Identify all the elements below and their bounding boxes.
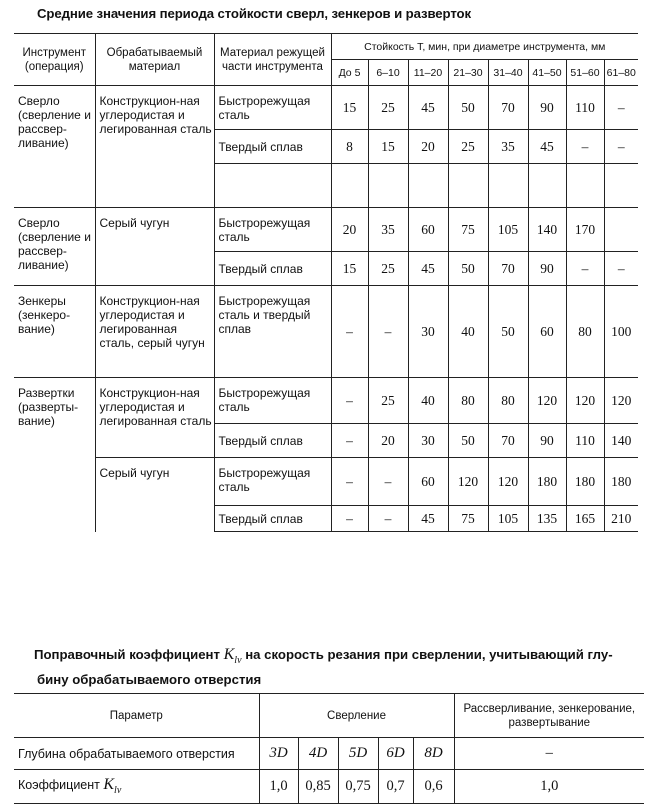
coef-cell: 0,6: [413, 770, 454, 804]
value-cell: 15: [368, 130, 408, 164]
value-cell: 75: [448, 208, 488, 252]
value-cell: –: [566, 130, 604, 164]
value-cell: 35: [488, 130, 528, 164]
header-stoikost: Стойкость T, мин, при диаметре инструмента, мм: [331, 34, 638, 60]
value-cell: 45: [408, 252, 448, 286]
k-subscript: lv: [234, 655, 242, 667]
empty-cell: [368, 164, 408, 208]
coef-cell: 0,7: [378, 770, 413, 804]
value-cell: 45: [408, 506, 448, 532]
header-drilling: Сверление: [259, 694, 454, 738]
value-cell: 140: [528, 208, 566, 252]
coef-cell: 0,85: [298, 770, 338, 804]
empty-cell: [331, 164, 368, 208]
table2-title-start: Поправочный коэффициент: [34, 647, 220, 662]
value-cell: –: [368, 506, 408, 532]
value-cell: 110: [566, 424, 604, 458]
value-cell: 105: [488, 506, 528, 532]
material-cell: Серый чугун: [95, 458, 214, 532]
value-cell: –: [368, 286, 408, 378]
cutting-cell: Быстрорежущая сталь: [214, 86, 331, 130]
value-cell: 105: [488, 208, 528, 252]
value-cell: –: [331, 506, 368, 532]
k-letter: K: [103, 776, 115, 794]
value-cell: 40: [408, 378, 448, 424]
value-cell: 50: [448, 86, 488, 130]
value-cell: 120: [488, 458, 528, 506]
table2-title-end: на скорость резания при сверлении, учитывающий глу-: [245, 647, 613, 662]
coef-other: 1,0: [454, 770, 644, 804]
value-cell: 25: [368, 378, 408, 424]
header-diameter: 61–80: [604, 60, 638, 86]
value-cell: 20: [408, 130, 448, 164]
instrument-cell: Зенкеры (зенкеро-вание): [14, 286, 95, 378]
instrument-cell: Развертки (разверты-вание): [14, 378, 95, 532]
value-cell: 8: [331, 130, 368, 164]
depth-label: Глубина обрабатываемого отверстия: [14, 738, 259, 770]
value-cell: 25: [368, 252, 408, 286]
k-lv-symbol: [223, 646, 242, 667]
depth-cell: 8D: [413, 738, 454, 770]
value-cell: 120: [528, 378, 566, 424]
header-diameter: 11–20: [408, 60, 448, 86]
empty-cell: [488, 164, 528, 208]
instrument-cell: Сверло (сверление и рассвер-ливание): [14, 208, 95, 286]
cutting-cell: Твердый сплав: [214, 130, 331, 164]
value-cell: 40: [448, 286, 488, 378]
cutting-cell: Твердый сплав: [214, 506, 331, 532]
value-cell: 30: [408, 424, 448, 458]
value-cell: 135: [528, 506, 566, 532]
material-cell: Конструкцион-ная углеродистая и легированная сталь: [95, 378, 214, 458]
value-cell: 100: [604, 286, 638, 378]
value-cell: 70: [488, 252, 528, 286]
value-cell: –: [331, 458, 368, 506]
material-cell: Серый чугун: [95, 208, 214, 286]
depth-cell: 4D: [298, 738, 338, 770]
value-cell: 20: [368, 424, 408, 458]
value-cell: –: [368, 458, 408, 506]
value-cell: 165: [566, 506, 604, 532]
cutting-cell: Быстрорежущая сталь: [214, 378, 331, 424]
value-cell: 80: [488, 378, 528, 424]
coef-cell: 0,75: [338, 770, 378, 804]
value-cell: 140: [604, 424, 638, 458]
value-cell: [604, 208, 638, 252]
tool-life-table: [14, 33, 638, 532]
k-letter: K: [223, 646, 235, 663]
value-cell: 20: [331, 208, 368, 252]
correction-coefficient-table: [14, 693, 644, 804]
table2-title: [34, 645, 644, 689]
value-cell: 90: [528, 252, 566, 286]
value-cell: 70: [488, 86, 528, 130]
header-diameter: 31–40: [488, 60, 528, 86]
header-other: Рассверливание, зенкерование, развертывание: [454, 694, 644, 738]
empty-cell: [448, 164, 488, 208]
value-cell: –: [331, 286, 368, 378]
value-cell: 50: [448, 252, 488, 286]
value-cell: 60: [528, 286, 566, 378]
cutting-cell: Быстрорежущая сталь и твердый сплав: [214, 286, 331, 378]
value-cell: 170: [566, 208, 604, 252]
coef-label-text: Коэффициент: [18, 778, 100, 793]
k-lv-symbol: [103, 776, 122, 797]
value-cell: 50: [488, 286, 528, 378]
value-cell: –: [566, 252, 604, 286]
depth-other: –: [454, 738, 644, 770]
value-cell: 30: [408, 286, 448, 378]
table2-title-line2: бину обрабатываемого отверстия: [37, 672, 262, 688]
header-instrument: Инструмент (операция): [14, 34, 95, 86]
value-cell: –: [331, 378, 368, 424]
header-diameter: До 5: [331, 60, 368, 86]
header-param: Параметр: [14, 694, 259, 738]
value-cell: 25: [368, 86, 408, 130]
value-cell: –: [604, 252, 638, 286]
header-diameter: 41–50: [528, 60, 566, 86]
coef-label: [14, 770, 259, 804]
header-cutting: Материал режущей части инструмента: [214, 34, 331, 86]
value-cell: 180: [604, 458, 638, 506]
header-diameter: 51–60: [566, 60, 604, 86]
cutting-cell: Быстрорежущая сталь: [214, 208, 331, 252]
value-cell: 80: [448, 378, 488, 424]
k-subscript: lv: [114, 785, 122, 797]
value-cell: 120: [604, 378, 638, 424]
value-cell: 75: [448, 506, 488, 532]
empty-cell: [214, 164, 331, 208]
value-cell: 120: [448, 458, 488, 506]
value-cell: 180: [528, 458, 566, 506]
coef-cell: 1,0: [259, 770, 298, 804]
value-cell: 45: [408, 86, 448, 130]
value-cell: 210: [604, 506, 638, 532]
value-cell: 80: [566, 286, 604, 378]
cutting-cell: Твердый сплав: [214, 252, 331, 286]
value-cell: 90: [528, 86, 566, 130]
value-cell: 25: [448, 130, 488, 164]
value-cell: 35: [368, 208, 408, 252]
value-cell: 180: [566, 458, 604, 506]
value-cell: 60: [408, 458, 448, 506]
instrument-cell: Сверло (сверление и рассвер-ливание): [14, 86, 95, 208]
value-cell: 45: [528, 130, 566, 164]
empty-cell: [604, 164, 638, 208]
value-cell: 90: [528, 424, 566, 458]
material-cell: Конструкцион-ная углеродистая и легированная сталь, серый чугун: [95, 286, 214, 378]
value-cell: 120: [566, 378, 604, 424]
depth-cell: 5D: [338, 738, 378, 770]
value-cell: 70: [488, 424, 528, 458]
cutting-cell: Твердый сплав: [214, 424, 331, 458]
header-diameter: 21–30: [448, 60, 488, 86]
cutting-cell: Быстрорежущая сталь: [214, 458, 331, 506]
depth-cell: 6D: [378, 738, 413, 770]
value-cell: –: [604, 86, 638, 130]
value-cell: 50: [448, 424, 488, 458]
value-cell: –: [331, 424, 368, 458]
empty-cell: [566, 164, 604, 208]
header-diameter: 6–10: [368, 60, 408, 86]
empty-cell: [528, 164, 566, 208]
depth-cell: 3D: [259, 738, 298, 770]
empty-cell: [408, 164, 448, 208]
header-material: Обрабатываемый материал: [95, 34, 214, 86]
material-cell: Конструкцион-ная углеродистая и легированная сталь: [95, 86, 214, 208]
value-cell: –: [604, 130, 638, 164]
value-cell: 15: [331, 86, 368, 130]
value-cell: 15: [331, 252, 368, 286]
value-cell: 60: [408, 208, 448, 252]
table1-title: Средние значения периода стойкости сверл, зенкеров и разверток: [37, 6, 471, 21]
value-cell: 110: [566, 86, 604, 130]
